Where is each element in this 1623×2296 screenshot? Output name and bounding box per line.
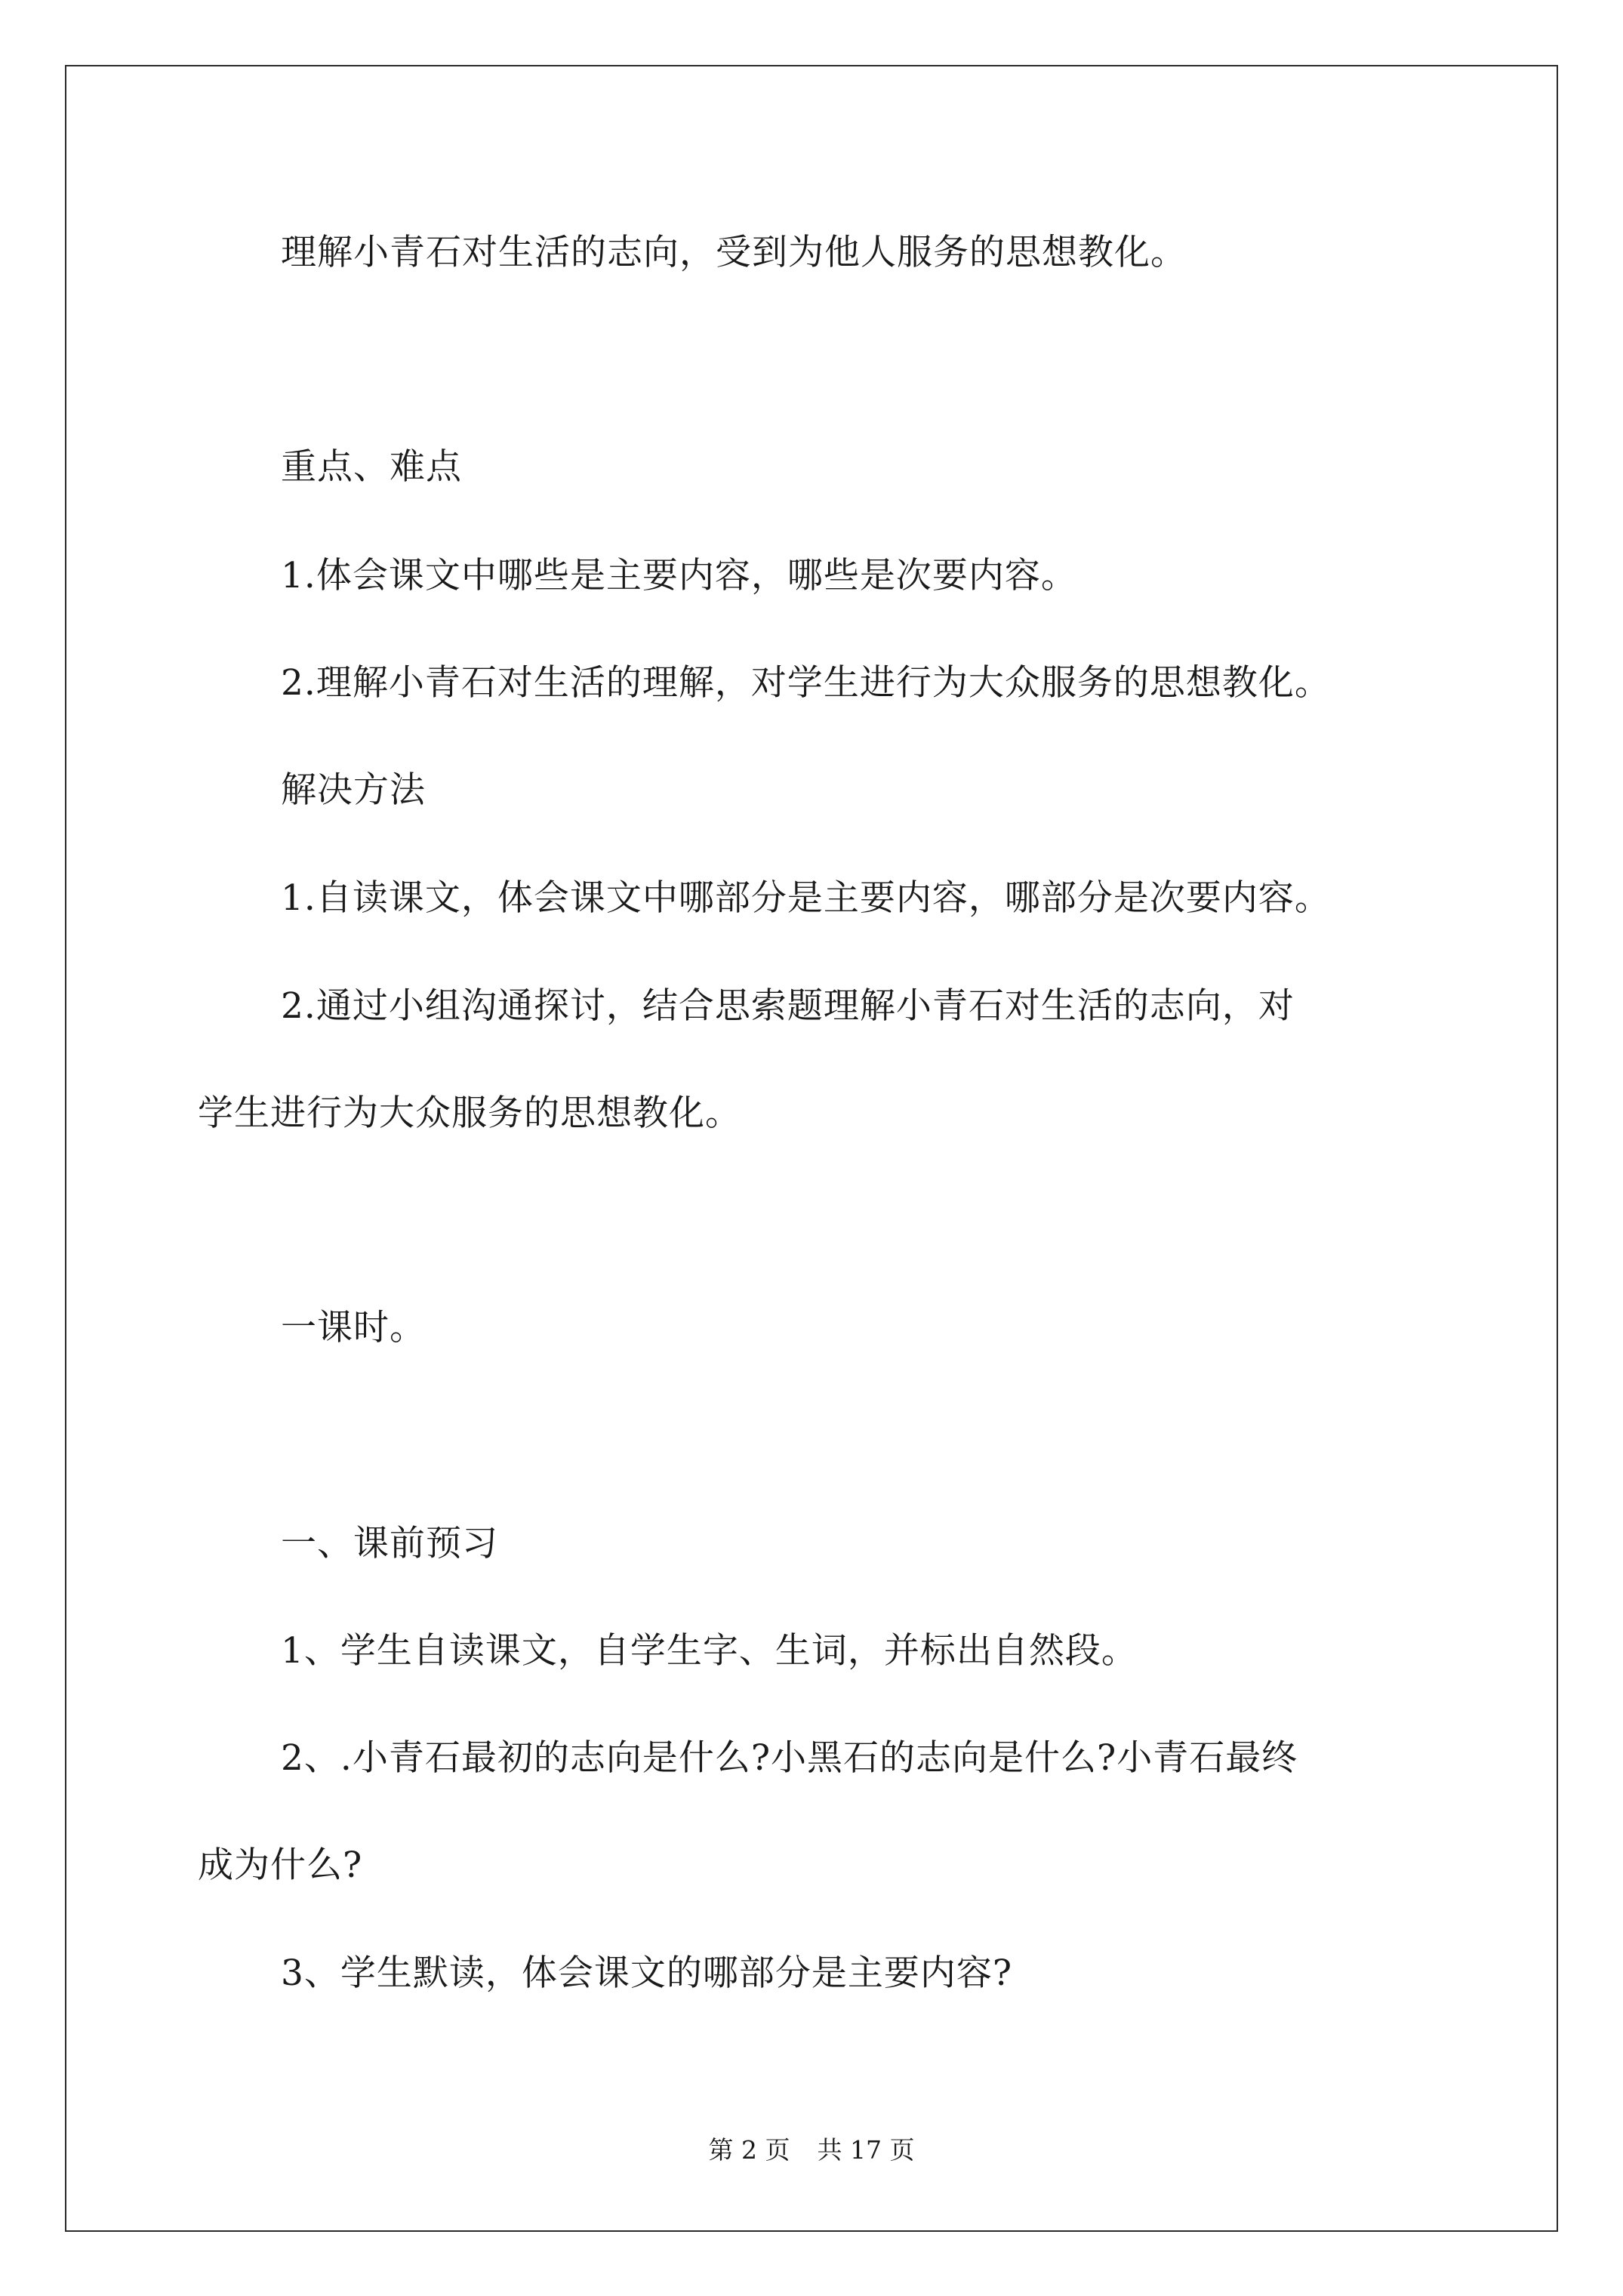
- page-border: [65, 65, 1558, 2232]
- list-item-preview-3: 3、学生默读，体会课文的哪部分是主要内容?: [281, 1952, 1013, 1994]
- list-item-preview-2-continued: 成为什么?: [198, 1845, 363, 1886]
- list-item-method-1: 1.自读课文，体会课文中哪部分是主要内容，哪部分是次要内容。: [281, 877, 1331, 919]
- list-item-preview-1: 1、学生自读课文，自学生字、生词，并标出自然段。: [281, 1630, 1138, 1672]
- list-item-method-2: 2.通过小组沟通探讨，结合思索题理解小青石对生活的志向，对: [281, 985, 1295, 1027]
- section-heading-key-points: 重点、难点: [281, 446, 462, 488]
- body-paragraph-duration: 一课时。: [281, 1307, 426, 1348]
- list-item-key-point-1: 1.体会课文中哪些是主要内容，哪些是次要内容。: [281, 555, 1077, 596]
- list-item-preview-2: 2、.小青石最初的志向是什么?小黑石的志向是什么?小青石最终: [281, 1737, 1298, 1779]
- page-footer: [0, 2135, 1623, 2165]
- total-pages-label: 共 17 页: [817, 2135, 915, 2165]
- section-heading-methods: 解决方法: [281, 769, 426, 811]
- page-number-label: 第 2 页: [708, 2135, 790, 2165]
- body-paragraph-objective: 理解小青石对生活的志向，受到为他人服务的思想教化。: [281, 232, 1187, 273]
- list-item-key-point-2: 2.理解小青石对生活的理解，对学生进行为大众服务的思想教化。: [281, 662, 1331, 704]
- section-heading-preview: 一、课前预习: [281, 1523, 498, 1564]
- list-item-method-2-continued: 学生进行为大众服务的思想教化。: [198, 1093, 741, 1134]
